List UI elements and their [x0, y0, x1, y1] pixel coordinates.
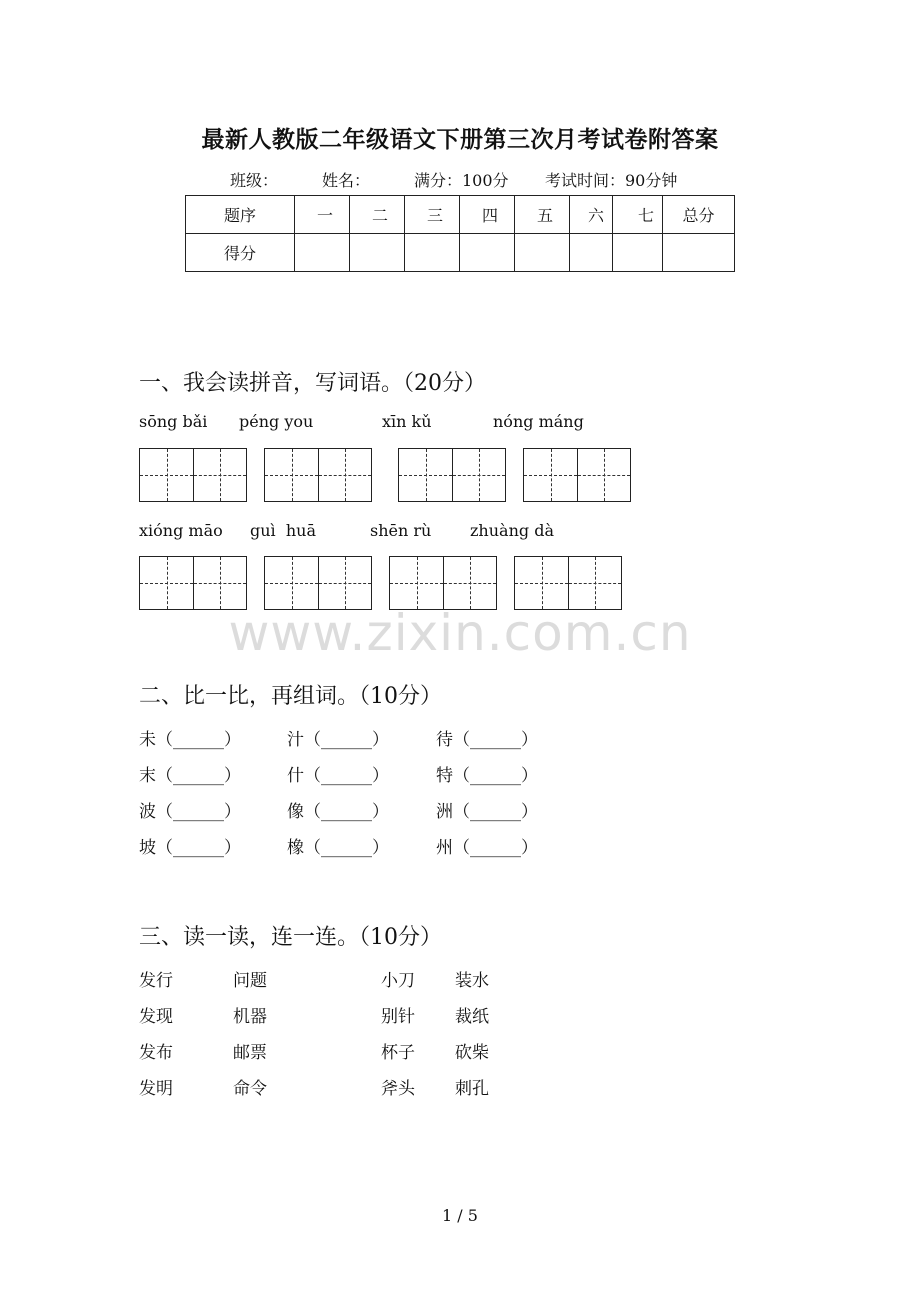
match-word: 问题 — [233, 971, 267, 991]
score-cell[interactable] — [405, 234, 460, 272]
pinyin-label: guì huā — [250, 521, 316, 540]
match-word: 斧头 — [381, 1079, 415, 1099]
writing-cell[interactable] — [524, 449, 577, 501]
score-cell[interactable] — [460, 234, 515, 272]
writing-grid[interactable] — [523, 448, 631, 502]
match-word: 刺孔 — [455, 1079, 489, 1099]
writing-cell[interactable] — [452, 449, 505, 501]
match-word: 发行 — [139, 971, 173, 991]
pinyin-label: zhuàng dà — [470, 521, 554, 540]
compare-item: 像（______） — [287, 802, 389, 822]
score-table-header-row — [186, 196, 735, 234]
match-word: 命令 — [233, 1079, 267, 1099]
section3-heading: 三、读一读，连一连。（10分） — [139, 925, 442, 950]
writing-cell[interactable] — [399, 449, 452, 501]
pinyin-label: sōng bǎi — [139, 412, 208, 431]
score-cell[interactable] — [295, 234, 350, 272]
match-word: 装水 — [455, 971, 489, 991]
match-word: 小刀 — [381, 971, 415, 991]
writing-cell[interactable] — [265, 449, 318, 501]
writing-cell[interactable] — [265, 557, 318, 609]
page-number: 1 / 5 — [442, 1206, 478, 1225]
compare-item: 橡（______） — [287, 838, 389, 858]
writing-grid[interactable] — [139, 556, 247, 610]
compare-item: 待（______） — [436, 730, 538, 750]
name-label: 姓名： — [322, 171, 371, 190]
pinyin-label: shēn rù — [370, 521, 432, 540]
match-word: 别针 — [381, 1007, 415, 1027]
writing-cell[interactable] — [318, 557, 371, 609]
pinyin-label: nóng máng — [493, 412, 584, 431]
score-table-score-row — [186, 234, 735, 272]
writing-grid[interactable] — [398, 448, 506, 502]
writing-grid[interactable] — [514, 556, 622, 610]
pinyin-label: xīn kǔ — [382, 412, 432, 431]
compare-item: 什（______） — [287, 766, 389, 786]
compare-item: 坡（______） — [139, 838, 241, 858]
compare-item: 汁（______） — [287, 730, 389, 750]
compare-item: 波（______） — [139, 802, 241, 822]
match-word: 机器 — [233, 1007, 267, 1027]
writing-grid[interactable] — [389, 556, 497, 610]
compare-item: 州（______） — [436, 838, 538, 858]
score-cell[interactable] — [663, 234, 735, 272]
writing-cell[interactable] — [193, 449, 246, 501]
score-table-header: 七 — [613, 196, 663, 234]
score-table-header: 四 — [460, 196, 515, 234]
document-title: 最新人教版二年级语文下册第三次月考试卷附答案 — [201, 126, 719, 153]
section1-heading: 一、我会读拼音，写词语。（20分） — [139, 371, 486, 396]
match-word: 发现 — [139, 1007, 173, 1027]
score-table-header: 六 — [570, 196, 613, 234]
score-table-header: 二 — [350, 196, 405, 234]
exam-time-label: 考试时间：90分钟 — [545, 171, 678, 190]
match-word: 砍柴 — [455, 1043, 489, 1063]
score-table — [185, 195, 735, 272]
writing-cell[interactable] — [390, 557, 443, 609]
writing-cell[interactable] — [193, 557, 246, 609]
writing-cell[interactable] — [568, 557, 621, 609]
writing-cell[interactable] — [318, 449, 371, 501]
writing-cell[interactable] — [140, 449, 193, 501]
score-table-header: 总分 — [663, 196, 735, 234]
writing-grid[interactable] — [264, 448, 372, 502]
compare-item: 特（______） — [436, 766, 538, 786]
section2-heading: 二、比一比，再组词。（10分） — [139, 684, 442, 709]
compare-item: 末（______） — [139, 766, 241, 786]
score-row-label: 得分 — [186, 234, 295, 272]
full-score-label: 满分：100分 — [414, 171, 509, 190]
score-cell[interactable] — [613, 234, 663, 272]
score-cell[interactable] — [570, 234, 613, 272]
pinyin-label: xióng māo — [139, 521, 223, 540]
compare-item: 洲（______） — [436, 802, 538, 822]
writing-cell[interactable] — [577, 449, 630, 501]
writing-grid[interactable] — [139, 448, 247, 502]
watermark: www.zixin.com.cn — [228, 604, 692, 662]
score-table-header: 三 — [405, 196, 460, 234]
writing-cell[interactable] — [140, 557, 193, 609]
match-word: 杯子 — [381, 1043, 415, 1063]
score-table-header: 五 — [515, 196, 570, 234]
match-word: 发布 — [139, 1043, 173, 1063]
compare-item: 未（______） — [139, 730, 241, 750]
class-label: 班级： — [230, 171, 279, 190]
writing-cell[interactable] — [515, 557, 568, 609]
match-word: 发明 — [139, 1079, 173, 1099]
match-word: 裁纸 — [455, 1007, 489, 1027]
score-table-header: 一 — [295, 196, 350, 234]
match-word: 邮票 — [233, 1043, 267, 1063]
writing-cell[interactable] — [443, 557, 496, 609]
score-table-header: 题序 — [186, 196, 295, 234]
pinyin-label: péng you — [239, 412, 314, 431]
writing-grid[interactable] — [264, 556, 372, 610]
score-cell[interactable] — [515, 234, 570, 272]
score-cell[interactable] — [350, 234, 405, 272]
